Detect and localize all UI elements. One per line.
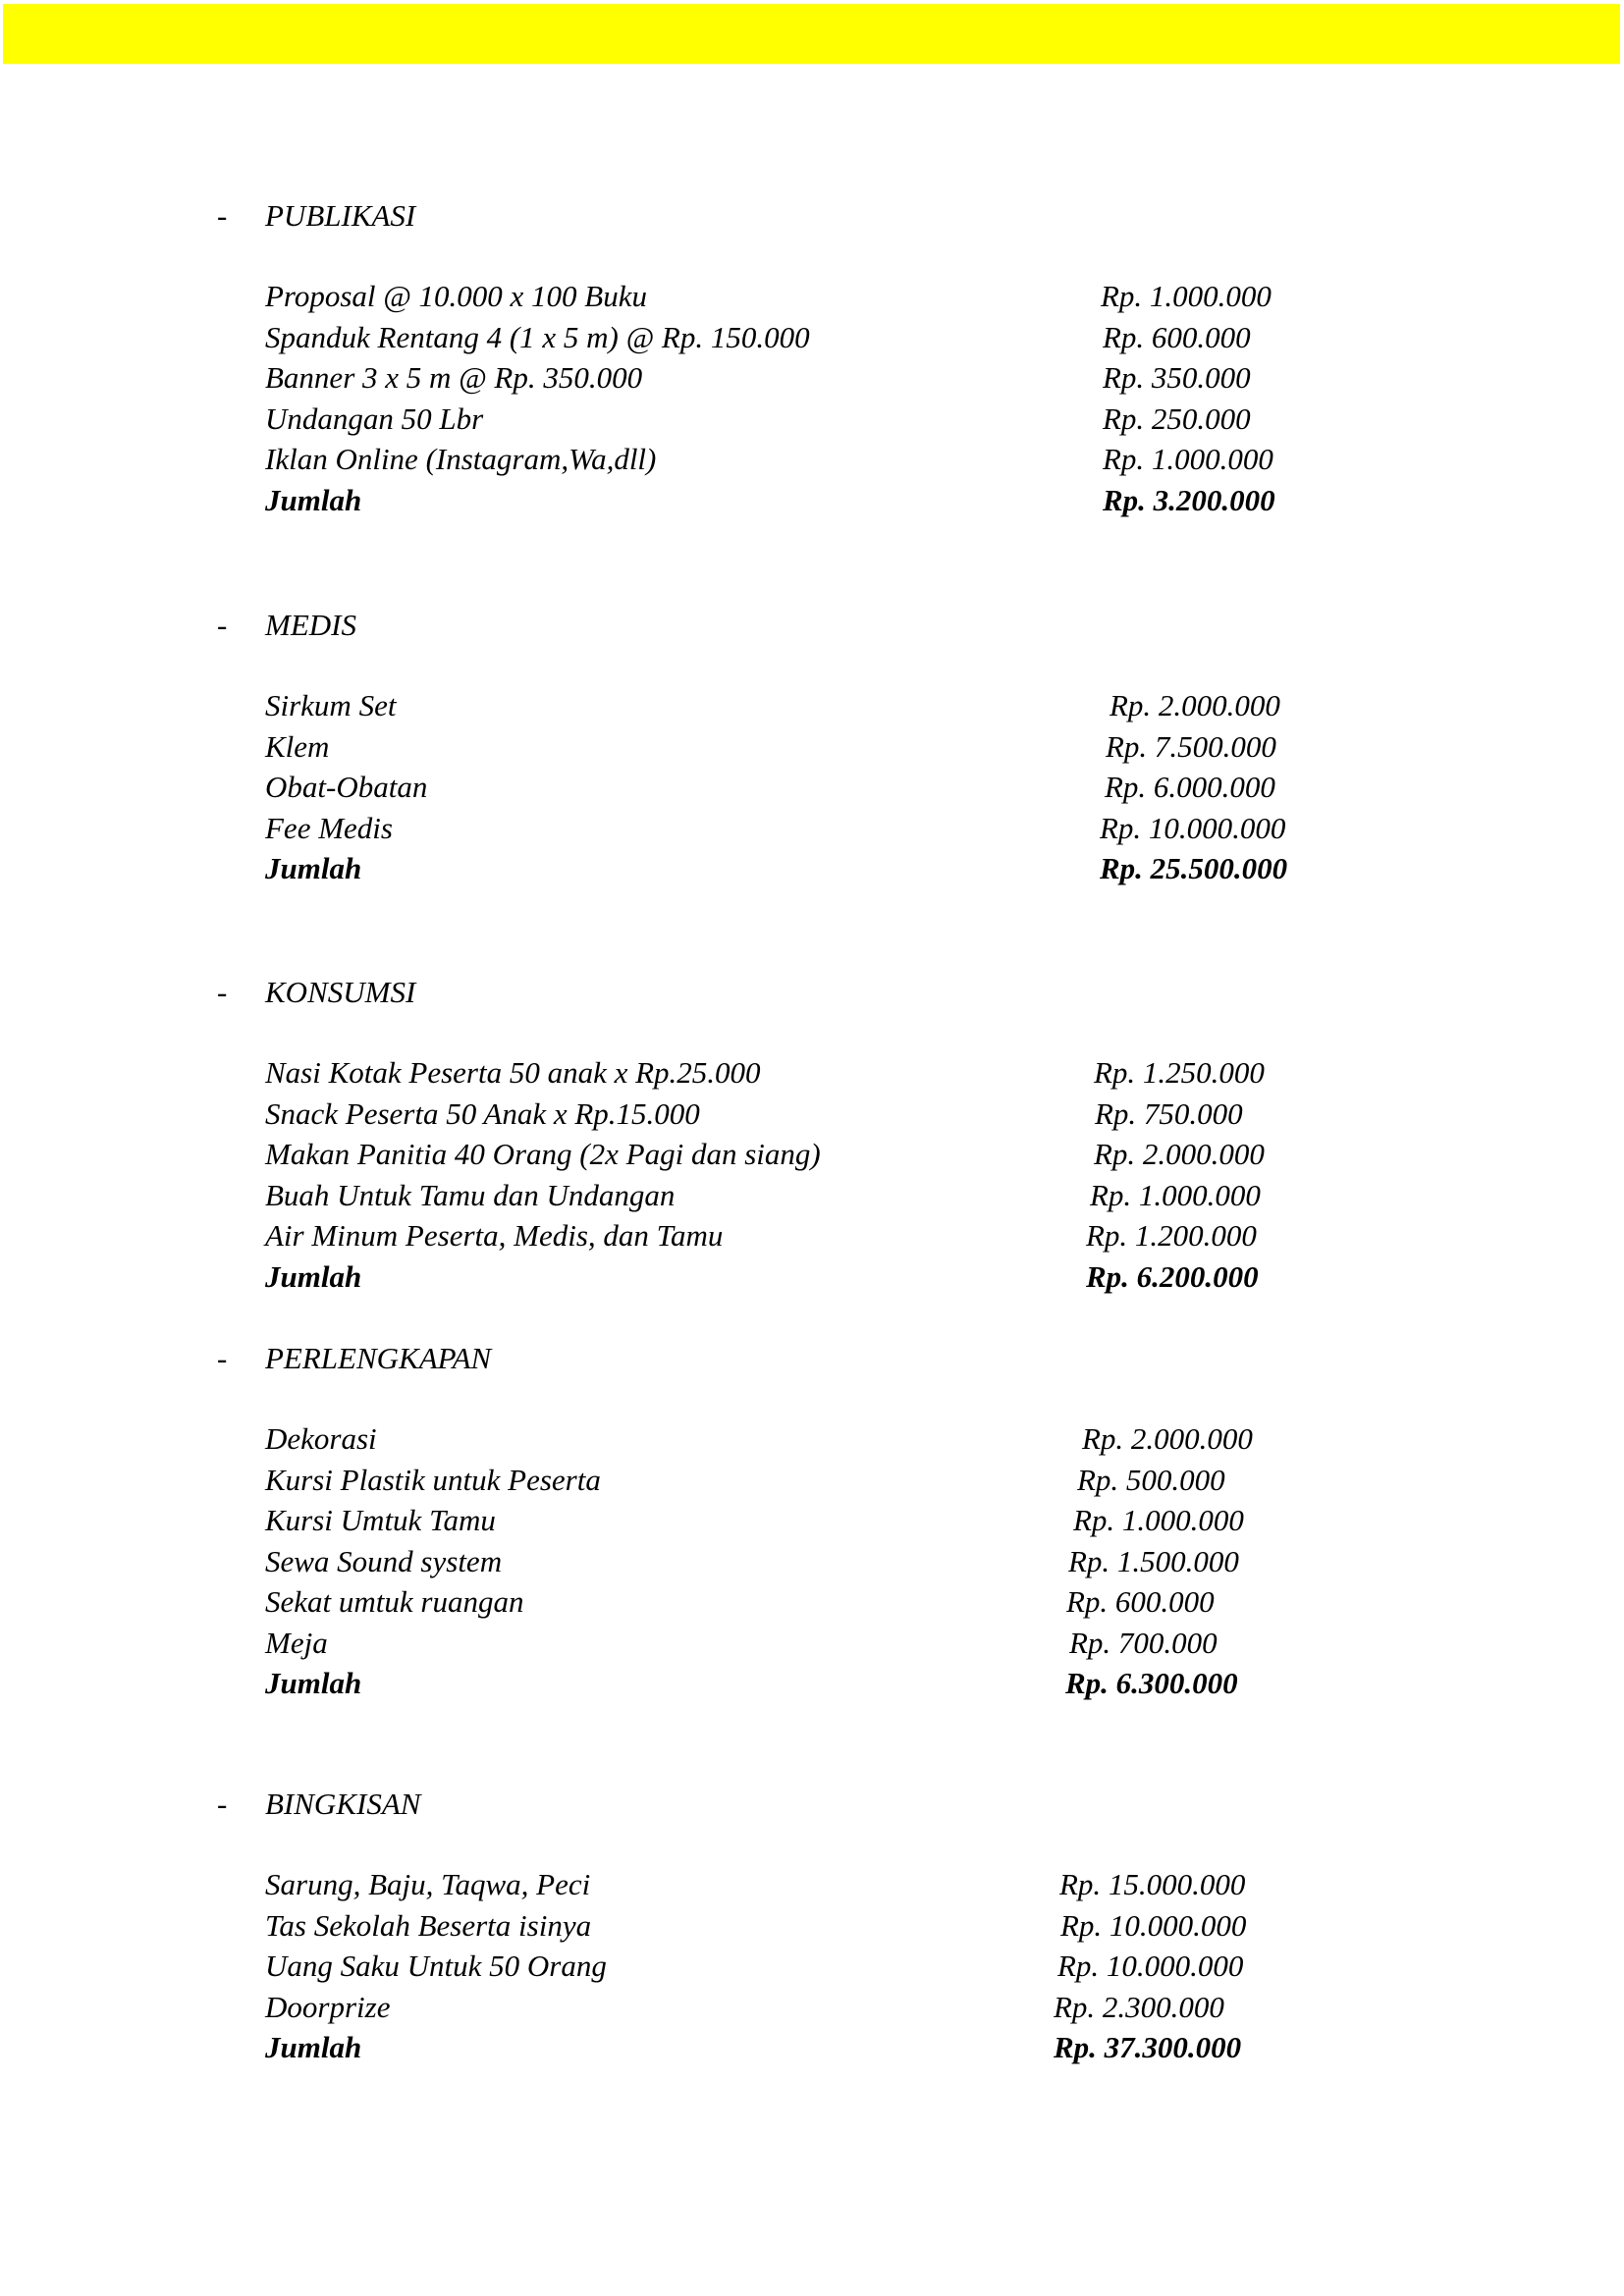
bullet-dash: - bbox=[217, 975, 228, 1009]
section-title: PERLENGKAPAN bbox=[265, 1341, 492, 1375]
item-label: Dekorasi bbox=[265, 1421, 377, 1456]
item-label: Kursi Umtuk Tamu bbox=[265, 1503, 496, 1537]
item-value: Rp. 15.000.000 bbox=[1059, 1867, 1246, 1901]
item-label: Fee Medis bbox=[265, 811, 393, 845]
item-value: Rp. 700.000 bbox=[1069, 1626, 1218, 1660]
total-value: Rp. 6.200.000 bbox=[1086, 1259, 1259, 1294]
item-label: Snack Peserta 50 Anak x Rp.15.000 bbox=[265, 1096, 700, 1131]
item-value: Rp. 2.300.000 bbox=[1054, 1990, 1224, 2024]
item-label: Tas Sekolah Beserta isinya bbox=[265, 1908, 592, 1943]
item-value: Rp. 250.000 bbox=[1103, 401, 1251, 436]
header-highlight-bar bbox=[3, 4, 1620, 64]
section-title: PUBLIKASI bbox=[265, 198, 416, 233]
item-label: Sirkum Set bbox=[265, 688, 397, 722]
item-value: Rp. 350.000 bbox=[1103, 360, 1251, 395]
total-label: Jumlah bbox=[265, 1666, 362, 1700]
item-label: Air Minum Peserta, Medis, dan Tamu bbox=[265, 1218, 724, 1253]
item-value: Rp. 10.000.000 bbox=[1057, 1949, 1244, 1983]
total-value: Rp. 37.300.000 bbox=[1054, 2030, 1242, 2064]
total-label: Jumlah bbox=[265, 851, 362, 885]
item-label: Banner 3 x 5 m @ Rp. 350.000 bbox=[265, 360, 643, 395]
item-label: Kursi Plastik untuk Peserta bbox=[265, 1463, 601, 1497]
section-title: KONSUMSI bbox=[265, 975, 416, 1009]
total-value: Rp. 25.500.000 bbox=[1100, 851, 1288, 885]
item-label: Makan Panitia 40 Orang (2x Pagi dan siang) bbox=[265, 1137, 821, 1171]
item-label: Doorprize bbox=[265, 1990, 391, 2024]
item-label: Proposal @ 10.000 x 100 Buku bbox=[265, 279, 647, 313]
item-label: Meja bbox=[265, 1626, 328, 1660]
item-value: Rp. 2.000.000 bbox=[1082, 1421, 1253, 1456]
item-value: Rp. 500.000 bbox=[1077, 1463, 1225, 1497]
item-value: Rp. 10.000.000 bbox=[1060, 1908, 1247, 1943]
item-label: Uang Saku Untuk 50 Orang bbox=[265, 1949, 607, 1983]
total-label: Jumlah bbox=[265, 2030, 362, 2064]
section-title: MEDIS bbox=[265, 608, 356, 642]
item-value: Rp. 2.000.000 bbox=[1110, 688, 1280, 722]
item-label: Iklan Online (Instagram,Wa,dll) bbox=[265, 442, 657, 476]
item-label: Sewa Sound system bbox=[265, 1544, 503, 1578]
total-value: Rp. 3.200.000 bbox=[1103, 483, 1275, 517]
item-value: Rp. 1.200.000 bbox=[1086, 1218, 1257, 1253]
bullet-dash: - bbox=[217, 1787, 228, 1821]
item-value: Rp. 750.000 bbox=[1095, 1096, 1243, 1131]
item-label: Buah Untuk Tamu dan Undangan bbox=[265, 1178, 676, 1212]
item-value: Rp. 1.000.000 bbox=[1090, 1178, 1261, 1212]
item-value: Rp. 1.500.000 bbox=[1068, 1544, 1239, 1578]
item-value: Rp. 600.000 bbox=[1066, 1584, 1215, 1619]
item-value: Rp. 10.000.000 bbox=[1100, 811, 1286, 845]
total-label: Jumlah bbox=[265, 1259, 362, 1294]
item-value: Rp. 1.000.000 bbox=[1073, 1503, 1244, 1537]
item-value: Rp. 1.250.000 bbox=[1094, 1055, 1265, 1090]
section-title: BINGKISAN bbox=[265, 1787, 421, 1821]
item-value: Rp. 7.500.000 bbox=[1106, 729, 1276, 764]
item-value: Rp. 6.000.000 bbox=[1105, 770, 1275, 804]
item-value: Rp. 2.000.000 bbox=[1094, 1137, 1265, 1171]
item-label: Undangan 50 Lbr bbox=[265, 401, 484, 436]
item-label: Nasi Kotak Peserta 50 anak x Rp.25.000 bbox=[265, 1055, 761, 1090]
item-label: Sarung, Baju, Taqwa, Peci bbox=[265, 1867, 591, 1901]
bullet-dash: - bbox=[217, 198, 228, 233]
item-label: Klem bbox=[265, 729, 330, 764]
item-label: Spanduk Rentang 4 (1 x 5 m) @ Rp. 150.000 bbox=[265, 320, 810, 354]
item-value: Rp. 1.000.000 bbox=[1103, 442, 1273, 476]
bullet-dash: - bbox=[217, 608, 228, 642]
item-value: Rp. 1.000.000 bbox=[1101, 279, 1272, 313]
total-value: Rp. 6.300.000 bbox=[1065, 1666, 1238, 1700]
item-value: Rp. 600.000 bbox=[1103, 320, 1251, 354]
item-label: Obat-Obatan bbox=[265, 770, 428, 804]
total-label: Jumlah bbox=[265, 483, 362, 517]
item-label: Sekat umtuk ruangan bbox=[265, 1584, 524, 1619]
bullet-dash: - bbox=[217, 1341, 228, 1375]
